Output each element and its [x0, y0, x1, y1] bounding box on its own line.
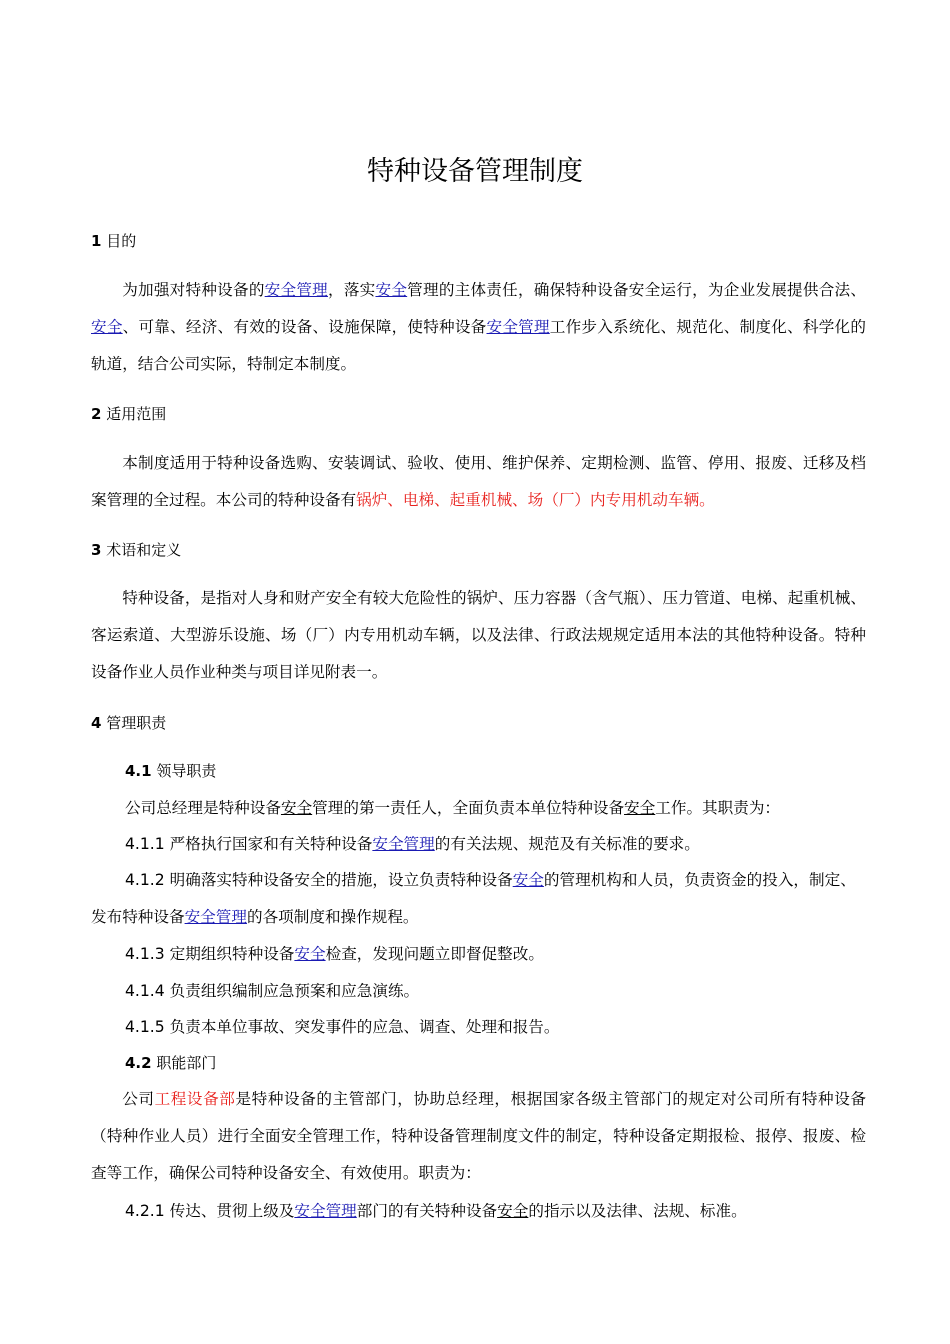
- section-3-paragraph: [91, 580, 866, 691]
- item-4-1-3: [125, 943, 544, 965]
- text-run: 的各项制度和操作规程。: [246, 908, 419, 926]
- text-run: 的有关法规、规范及有关标准的要求。: [434, 835, 700, 853]
- document-title: 特种设备管理制度: [367, 156, 583, 187]
- item-4-1-2: [91, 862, 866, 936]
- section-title: 术语和定义: [106, 541, 182, 559]
- subsection-4-1-heading: [125, 760, 216, 782]
- section-number: 2: [91, 405, 102, 423]
- text-run: 部门的有关特种设备: [356, 1202, 498, 1220]
- section-4-heading: [91, 712, 166, 734]
- link-text[interactable]: 安全管理: [372, 835, 435, 853]
- text-run: 公司: [122, 1090, 155, 1108]
- section-number: 4: [91, 714, 102, 732]
- text-run: 为加强对特种设备的: [122, 281, 265, 299]
- text-run: 检查，发现问题立即督促整改。: [325, 945, 544, 963]
- text-run: 4.1.5 负责本单位事故、突发事件的应急、调查、处理和报告。: [125, 1018, 560, 1036]
- section-2-heading: [91, 403, 166, 425]
- link-text[interactable]: 安全: [512, 871, 544, 889]
- link-text[interactable]: 安全: [91, 318, 123, 336]
- link-text[interactable]: 安全管理: [184, 908, 247, 926]
- link-text[interactable]: 安全管理: [486, 318, 550, 336]
- item-4-1-5: [125, 1016, 559, 1038]
- section-1-paragraph: [91, 272, 866, 383]
- subsection-title: 领导职责: [156, 762, 217, 780]
- link-text[interactable]: 安全管理: [264, 281, 328, 299]
- text-run: 的指示以及法律、法规、标准。: [528, 1202, 747, 1220]
- link-text[interactable]: 安全管理: [294, 1202, 357, 1220]
- text-run: 4.1.1 严格执行国家和有关特种设备: [125, 835, 373, 853]
- underlined-text: 安全: [280, 799, 313, 817]
- subsection-4-2-heading: [125, 1052, 216, 1074]
- item-4-1-4: [125, 980, 419, 1002]
- text-run: 特种设备，是指对人身和财产安全有较大危险性的锅炉、压力容器（含气瓶）、压力管道、电梯、起重机械、客运索道、大型游乐设施、场（厂）内专用机动车辆，以及法律、行政法规规定适用本法的其他特种设备。特种设备作业人员作业种类与项目详见附表一。: [91, 589, 866, 681]
- subsection-title: 职能部门: [156, 1054, 217, 1072]
- text-run: 工作步入系统化、规范化、制度化、科学化的轨道，结合公司实际，特制定本制度。: [91, 318, 866, 373]
- item-4-1-1: [125, 833, 700, 855]
- highlight-text: 锅炉、电梯、起重机械、场（厂）内专用机动车辆。: [356, 491, 715, 509]
- item-4-2-1: [125, 1200, 747, 1222]
- section-number: 1: [91, 232, 102, 250]
- text-run: ，落实: [327, 281, 376, 299]
- section-title: 管理职责: [106, 714, 167, 732]
- text-run: 的管理机构和人员，负责资金的投入，制定、发布特种设备: [91, 871, 856, 926]
- subsection-number: 4.2: [125, 1054, 152, 1072]
- text-run: 公司总经理是特种设备: [125, 799, 281, 817]
- text-run: 4.1.2 明确落实特种设备安全的措施，设立负责特种设备: [125, 871, 513, 889]
- subsection-number: 4.1: [125, 762, 152, 780]
- subsection-4-1-intro: [125, 797, 780, 819]
- section-number: 3: [91, 541, 102, 559]
- link-text[interactable]: 安全: [294, 945, 326, 963]
- text-run: 、可靠、经济、有效的设备、设施保障，使特种设备: [122, 318, 487, 336]
- text-run: 管理的第一责任人，全面负责本单位特种设备: [312, 799, 625, 817]
- text-run: 是特种设备的主管部门，协助总经理，根据国家各级主管部门的规定对公司所有特种设备（特种作业人员）进行全面安全管理工作，特种设备管理制度文件的制定，特种设备定期报检、报停、报废、检查等工作，确保公司特种设备安全、有效使用。职责为：: [91, 1090, 866, 1182]
- underlined-text: 安全: [497, 1202, 529, 1220]
- text-run: 4.2.1 传达、贯彻上级及: [125, 1202, 295, 1220]
- section-title: 目的: [106, 232, 137, 250]
- section-3-heading: [91, 539, 181, 561]
- section-title: 适用范围: [106, 405, 167, 423]
- subsection-4-2-paragraph: [91, 1081, 866, 1192]
- text-run: 4.1.4 负责组织编制应急预案和应急演练。: [125, 982, 420, 1000]
- text-run: 管理的主体责任，确保特种设备安全运行，为企业发展提供合法、: [407, 281, 866, 299]
- text-run: 工作。其职责为：: [655, 799, 781, 817]
- link-text[interactable]: 安全: [375, 281, 408, 299]
- section-2-paragraph: [91, 445, 866, 519]
- section-1-heading: [91, 230, 136, 252]
- underlined-text: 安全: [624, 799, 656, 817]
- text-run: 4.1.3 定期组织特种设备: [125, 945, 295, 963]
- text-run: 本制度适用于特种设备选购、安装调试、验收、使用、维护保养、定期检测、监管、停用、报废、迁移及档案管理的全过程。本公司的特种设备有: [91, 454, 866, 509]
- highlight-text: 工程设备部: [154, 1090, 236, 1108]
